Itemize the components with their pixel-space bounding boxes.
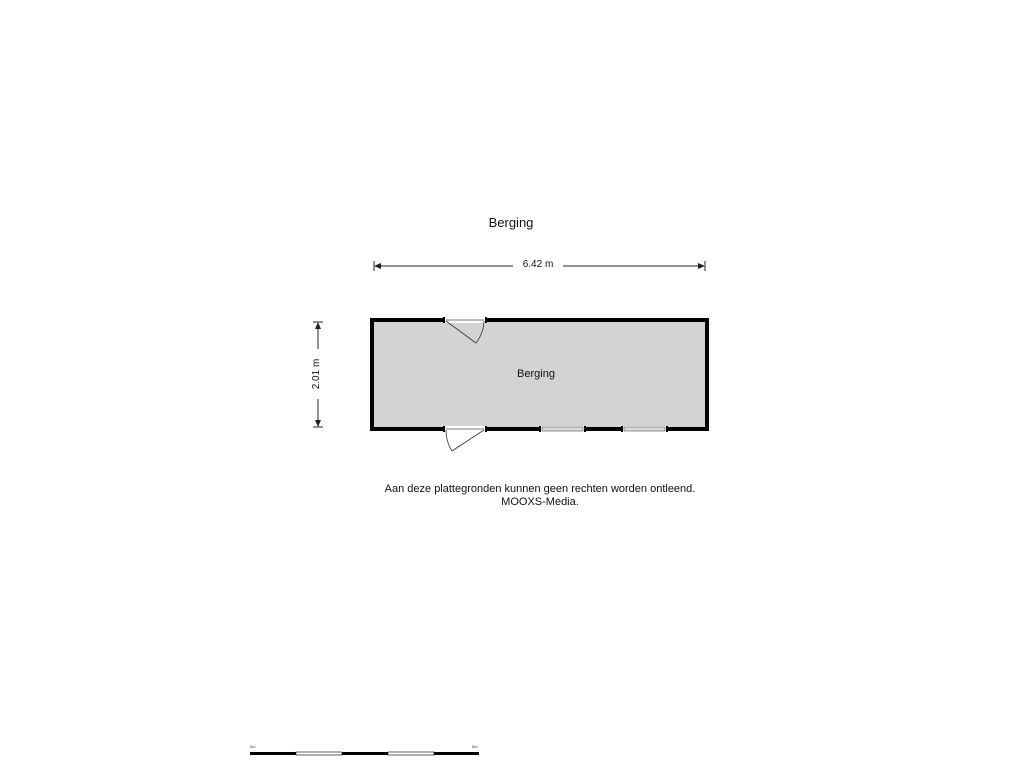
width-dimension-label: 6.42 m (513, 259, 563, 270)
floor-plan-title: Berging (488, 215, 534, 230)
window-1 (540, 426, 585, 432)
depth-dimension-label: 2.01 m (311, 349, 322, 399)
bottom-door (444, 426, 486, 451)
disclaimer-line-1: Aan deze plattegronden kunnen geen rechten worden ontleend. (384, 483, 696, 495)
window-2 (622, 426, 667, 432)
room-label: Berging (517, 368, 555, 380)
scale-start-label: 0m (250, 744, 256, 749)
scale-end-label: 5m (472, 744, 478, 749)
scale-bar (250, 752, 479, 755)
disclaimer (340, 483, 740, 509)
disclaimer-line-2: MOOXS-Media. (501, 496, 579, 508)
